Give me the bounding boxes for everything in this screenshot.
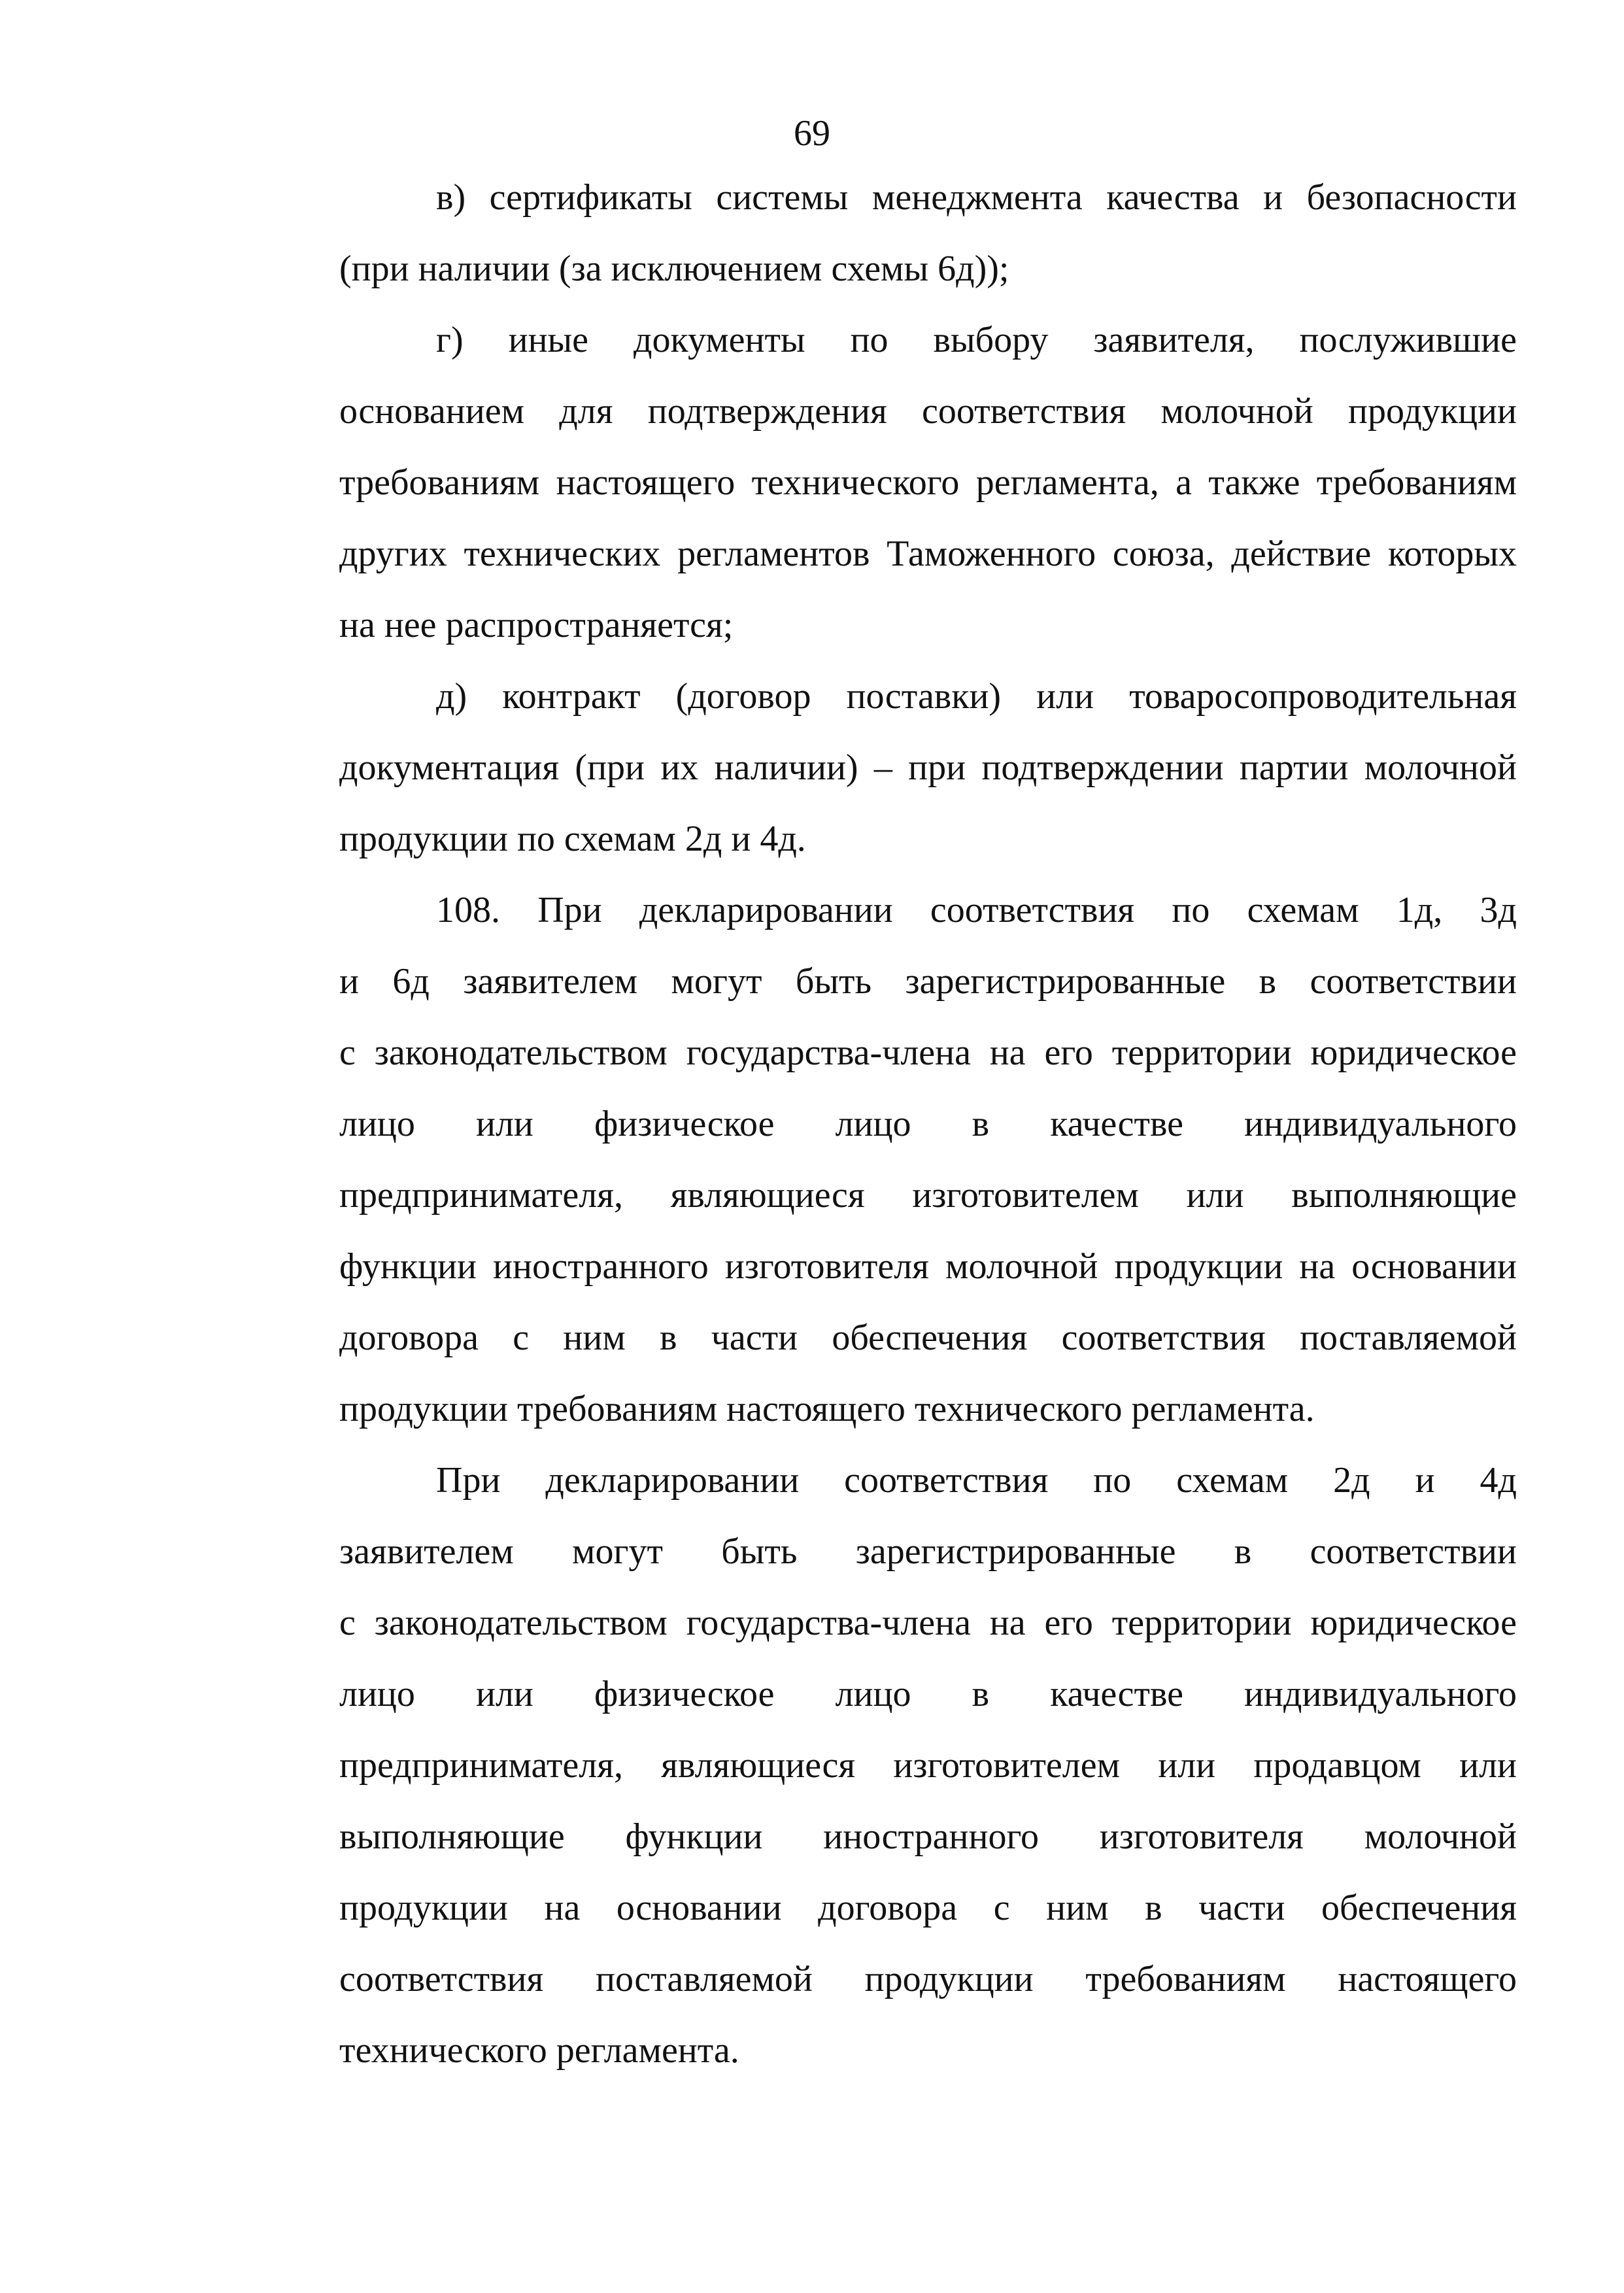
text-line: лицо или физическое лицо в качестве индивидуального [339, 1674, 1517, 1714]
text-line: предпринимателя, являющиеся изготовителем или выполняющие [339, 1175, 1517, 1215]
text-line: и 6д заявителем могут быть зарегистрированные в соответствии [339, 961, 1517, 1002]
text-line: продукции по схемам 2д и 4д. [339, 819, 806, 859]
text-line: выполняющие функции иностранного изготовителя молочной [339, 1816, 1517, 1857]
text-line: технического регламента. [339, 2030, 739, 2071]
page-number: 69 [794, 113, 830, 154]
text-line: заявителем могут быть зарегистрированные в соответствии [339, 1531, 1517, 1572]
text-line: При декларировании соответствия по схемам 2д и 4д [436, 1460, 1517, 1501]
text-line: лицо или физическое лицо в качестве индивидуального [339, 1104, 1517, 1144]
paragraph-declaration-schemes-2d-4d [243, 1445, 1517, 2086]
text-line: (при наличии (за исключением схемы 6д)); [339, 248, 1009, 289]
text-line: продукции на основании договора с ним в части обеспечения [339, 1888, 1517, 1928]
text-line: с законодательством государства-члена на его территории юридическое [339, 1603, 1517, 1643]
text-line: д) контракт (договор поставки) или товаросопроводительная [436, 676, 1517, 717]
text-line: договора с ним в части обеспечения соответствия поставляемой [339, 1317, 1517, 1358]
text-line: функции иностранного изготовителя молочной продукции на основании [339, 1246, 1517, 1287]
text-line: продукции требованиям настоящего технического регламента. [339, 1389, 1315, 1429]
text-line: 108. При декларировании соответствия по схемам 1д, 3д [436, 890, 1517, 930]
text-line: с законодательством государства-члена на его территории юридическое [339, 1032, 1517, 1073]
paragraph-clause-108 [243, 875, 1517, 1445]
text-line: требованиям настоящего технического регламента, а также требованиям [339, 462, 1517, 503]
text-line: на нее распространяется; [339, 605, 734, 645]
document-body [243, 162, 1517, 2086]
text-line: документация (при их наличии) – при подтверждении партии молочной [339, 747, 1517, 788]
text-line: в) сертификаты системы менеджмента качества и безопасности [436, 177, 1517, 218]
paragraph-item-g [243, 305, 1517, 661]
text-line: соответствия поставляемой продукции требованиям настоящего [339, 1959, 1517, 1999]
text-line: других технических регламентов Таможенного союза, действие которых [339, 534, 1517, 574]
text-line: г) иные документы по выбору заявителя, послужившие [436, 320, 1517, 360]
paragraph-item-d [243, 661, 1517, 875]
paragraph-item-v [243, 162, 1517, 305]
text-line: предпринимателя, являющиеся изготовителем или продавцом или [339, 1745, 1517, 1786]
text-line: основанием для подтверждения соответствия молочной продукции [339, 391, 1517, 432]
